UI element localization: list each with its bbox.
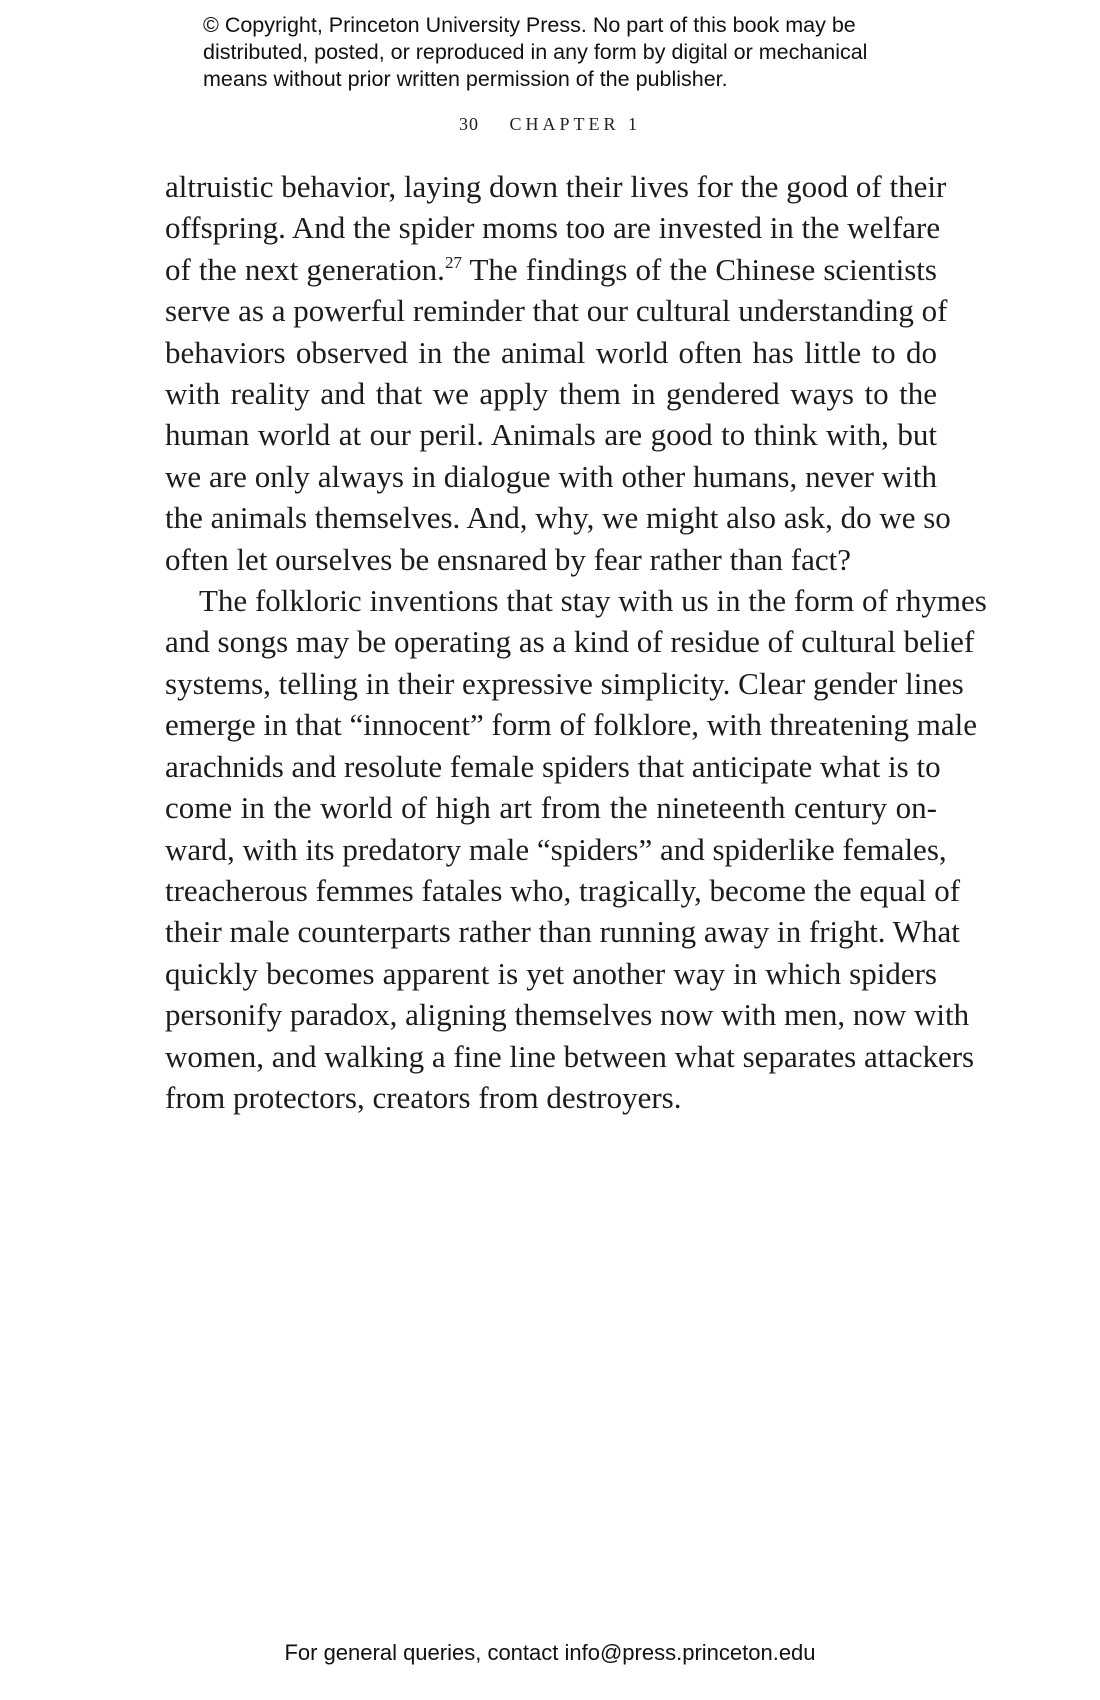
paragraph-2 xyxy=(165,580,987,1118)
copyright-line: means without prior written permission of the publisher. xyxy=(203,67,728,91)
copyright-line: distributed, posted, or reproduced in any form by digital or mechanical xyxy=(203,40,868,64)
copyright-notice xyxy=(203,12,923,93)
text-line: human world at our peril. Animals are good to think with, but xyxy=(165,417,937,453)
text-line: and songs may be operating as a kind of residue of cultural belief xyxy=(165,624,975,660)
text-line: personify paradox, aligning themselves now with men, now with xyxy=(165,997,970,1033)
page-number: 30 xyxy=(458,114,479,134)
text-line: systems, telling in their expressive simplicity. Clear gender lines xyxy=(165,665,964,701)
text-line-with-footnote xyxy=(165,249,937,290)
text-line: we are only always in dialogue with other humans, never with xyxy=(165,458,937,494)
text-line: from protectors, creators from destroyers. xyxy=(165,1079,682,1115)
text-fragment: of the next generation. xyxy=(165,251,445,287)
chapter-label: CHAPTER 1 xyxy=(509,114,641,134)
text-line: offspring. And the spider moms too are invested in the welfare xyxy=(165,210,941,246)
text-line: quickly becomes apparent is yet another way in which spiders xyxy=(165,955,937,991)
text-line: the animals themselves. And, why, we might also ask, do we so xyxy=(165,500,951,536)
text-line: arachnids and resolute female spiders that anticipate what is to xyxy=(165,748,941,784)
footer-contact: For general queries, contact info@press.princeton.edu xyxy=(284,1640,816,1665)
text-line: ward, with its predatory male “spiders” and spiderlike females, xyxy=(165,831,947,867)
text-line: emerge in that “innocent” form of folklore, with threatening male xyxy=(165,707,978,743)
running-head xyxy=(0,114,1100,135)
text-line: treacherous femmes fatales who, tragically, become the equal of xyxy=(165,872,961,908)
text-line: their male counterparts rather than running away in fright. What xyxy=(165,914,960,950)
text-line: serve as a powerful reminder that our cultural understanding of xyxy=(165,293,948,329)
text-line: behaviors observed in the animal world often has little to do xyxy=(165,334,937,370)
text-line: often let ourselves be ensnared by fear rather than fact? xyxy=(165,541,851,577)
body-text xyxy=(165,166,987,1118)
text-line: The folkloric inventions that stay with us in the form of rhymes xyxy=(199,583,987,619)
text-line: come in the world of high art from the nineteenth century on- xyxy=(165,790,937,826)
footnote-marker[interactable]: 27 xyxy=(444,252,462,272)
text-line: with reality and that we apply them in gendered ways to the xyxy=(165,376,937,412)
text-fragment: The findings of the Chinese scientists xyxy=(461,251,937,287)
text-line: women, and walking a fine line between what separates attackers xyxy=(165,1038,975,1074)
paragraph-1 xyxy=(165,166,951,580)
copyright-line: © Copyright, Princeton University Press. No part of this book may be xyxy=(203,13,856,37)
text-line: altruistic behavior, laying down their lives for the good of their xyxy=(165,169,947,204)
